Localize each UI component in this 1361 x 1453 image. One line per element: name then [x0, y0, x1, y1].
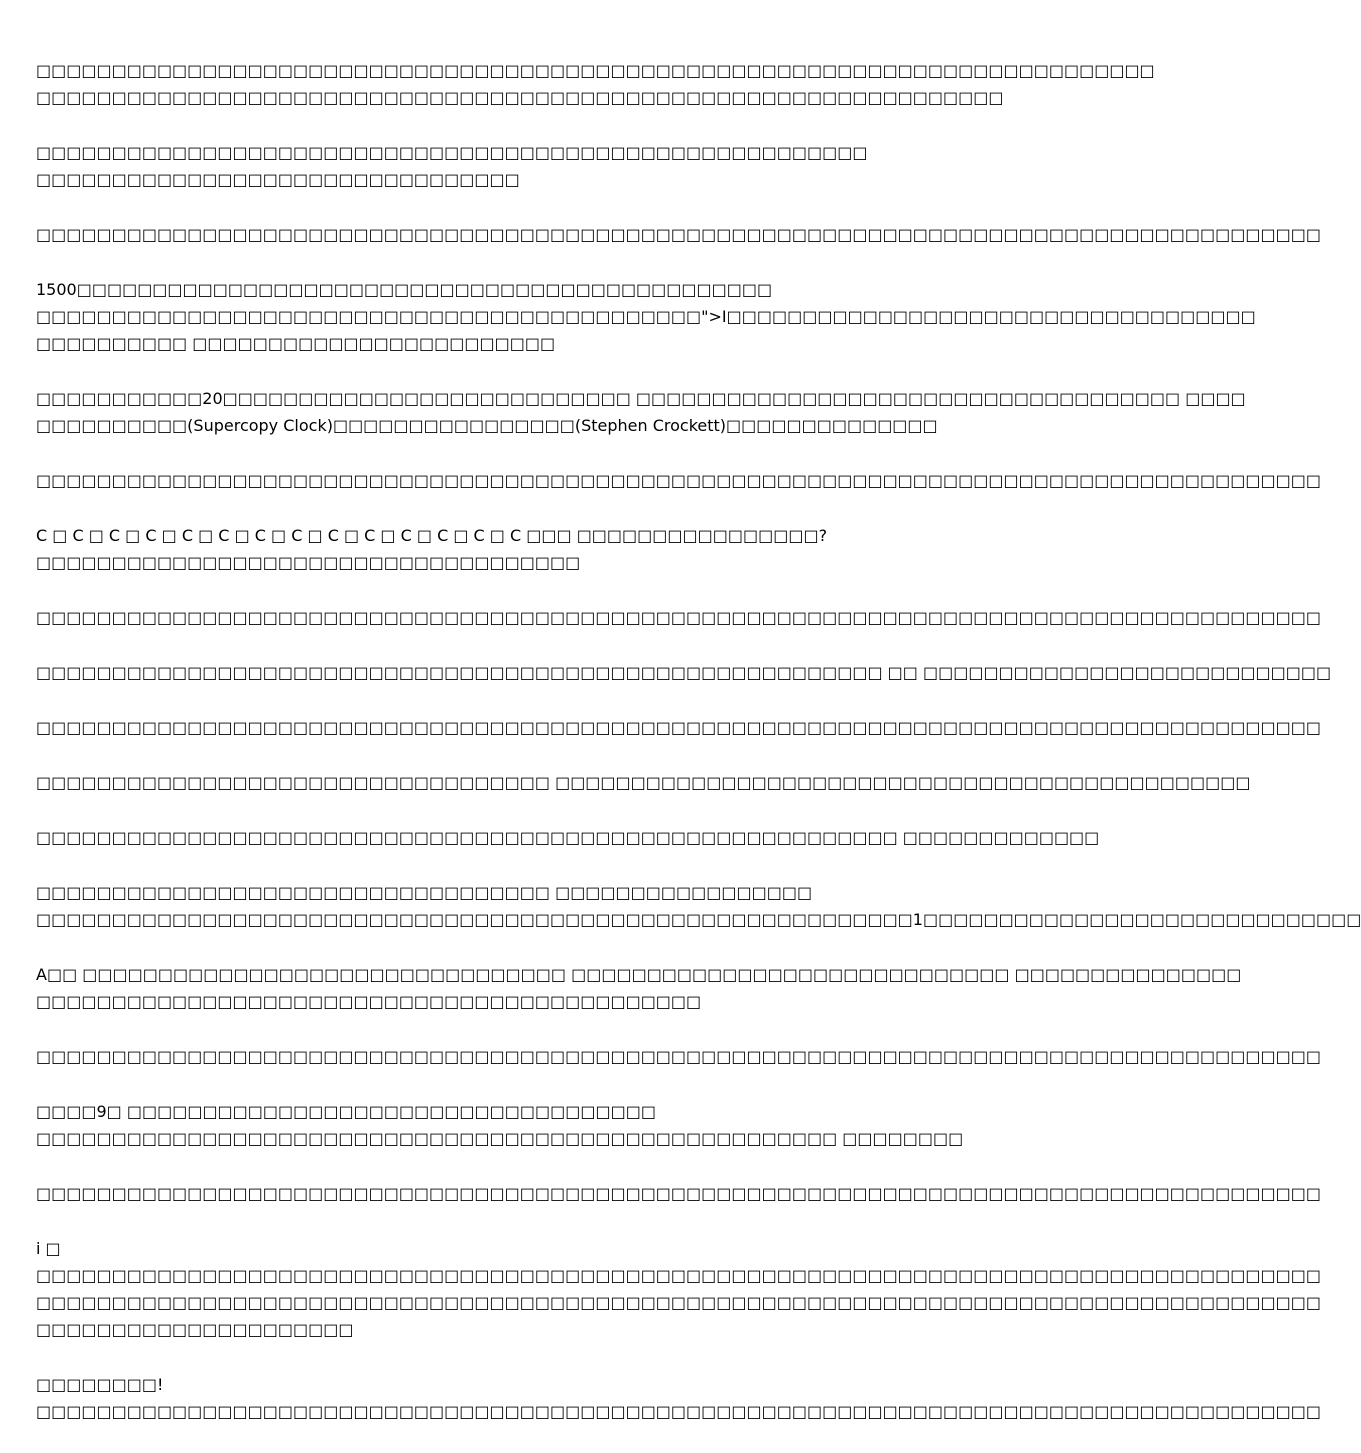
- text-line: □□□□□□□□□□□□□□□□□□□□□□□□□□□□□□□□□□□□□□□□□□□□□□□□□□□□□□□□□□□□□□□□□□□□□□□□□□: [36, 61, 1155, 80]
- paragraph: [36, 139, 990, 193]
- text-line: □□□□□□□□□□ □□□□□□□□□□□□□□□□□□□□□□□□: [36, 334, 556, 353]
- document-body: [36, 57, 1361, 1453]
- text-line: □□□□□□□□□□□□□□□□□□□□□□□□□□□□□□□□□□□□□□□□□□□□□□□□□□□□□□□□□□□□□□□□□□□□□□□□□□□□□□□□□□□□□: [36, 1266, 1321, 1285]
- paragraph: [36, 1043, 1321, 1070]
- text-line: □□□□9□ □□□□□□□□□□□□□□□□□□□□□□□□□□□□□□□□□□□: [36, 1102, 656, 1121]
- text-line: □□□□□□□□□□□□□□□□□□□□□□□□□□□□□□□□□□□□□□□□□□□□□□□□□□□□□□□: [36, 143, 868, 162]
- paragraph: [36, 1098, 990, 1152]
- text-line: □□□□□□□□□□□□□□□□□□□□□□□□□□□□□□□□□□□□: [36, 553, 581, 572]
- text-line: 1500□□□□□□□□□□□□□□□□□□□□□□□□□□□□□□□□□□□□□□□□□□□□□□: [36, 280, 773, 299]
- text-line: □□□□□□□□□□□□□□□□□□□□□□□□□□□□□□□□□□□□□□□□□□□□□□□□□□□□□□□□□□□□□□□□□□□□□□□□□□□□□□□□□□□□□: [36, 1402, 1321, 1421]
- text-line: □□□□□□□□□□□□□□□□□□□□□□□□□□□□□□□□□□□□□□□□□□□□">I□□□□□□□□□□□□□□□□□□□□□□□□□□□□□□□□□□□: [36, 307, 1256, 326]
- text-line: □□□□□□□□□□□□□□□□□□□□□□□□□□□□□□□□□□□□□□□□□□□□□□□□□□□□□□□□□□□□□□□□□□□□□□□□□□□□□□□□□□□□□: [36, 471, 1321, 490]
- text-line: C □ C □ C □ C □ C □ C □ C □ C □ C □ C □ C □ C □ C □ C □□□ □□□□□□□□□□□□□□□□?: [36, 526, 828, 545]
- paragraph: [36, 824, 1100, 851]
- text-line: □□□□□□□□□□□□□□□□□□□□□□□□□□□□□□□□□□□□□□□□□□□□□□□□□□□□□ □□□□□□□□: [36, 1129, 964, 1148]
- text-line: □□□□□□□□□□□□□□□□□□□□□□□□□□□□□□□□□□□□□□□□□□□□□□□□□□□□□□□□ □□ □□□□□□□□□□□□□□□□□□□□□□□□□□□: [36, 663, 1332, 682]
- text-line: i □: [36, 1239, 61, 1258]
- text-line: □□□□□□□□□□(Supercopy Clock)□□□□□□□□□□□□□□□□(Stephen Crockett)□□□□□□□□□□□□□□: [36, 416, 938, 435]
- text-line: □□□□□□□□□□□□□□□□□□□□□□□□□□□□□□□□□□□□□□□□□□□□□□□□□□□□□□□□□ □□□□□□□□□□□□□: [36, 828, 1100, 847]
- paragraph: [36, 385, 1246, 439]
- paragraph: [36, 961, 1242, 1015]
- paragraph: [36, 769, 1251, 796]
- text-line: □□□□□□□□□□□□□□□□□□□□□□□□□□□□□□□□□□□□□□□□□□□□□□□□□□□□□□□□□□□□□□□□□□□□□□□□□□□□□□□□□□□□□: [36, 718, 1321, 737]
- text-line: □□□□□□□□□□□20□□□□□□□□□□□□□□□□□□□□□□□□□□□ □□□□□□□□□□□□□□□□□□□□□□□□□□□□□□□□□□□□ □□□□: [36, 389, 1246, 408]
- paragraph: [36, 221, 1321, 248]
- paragraph: [36, 57, 1155, 111]
- text-line: □□□□□□□□□□□□□□□□□□□□□□□□□□□□□□□□□□□□□□□□□□□□□□□□□□□□□□□□□□□□□□□□□□□□□□□□□□□□□□□□□□□□□: [36, 225, 1321, 244]
- text-line: □□□□□□□□!: [36, 1375, 164, 1394]
- paragraph: [36, 879, 1361, 933]
- paragraph: [36, 1371, 1321, 1425]
- text-line: A□□ □□□□□□□□□□□□□□□□□□□□□□□□□□□□□□□□ □□□□□□□□□□□□□□□□□□□□□□□□□□□□□ □□□□□□□□□□□□□□□: [36, 965, 1242, 984]
- text-line: □□□□□□□□□□□□□□□□□□□□□□□□□□□□□□□□□□□□□□□□□□□□□□□□□□□□□□□□□□1□□□□□□□□□□□□□□□□□□□□□□□□□□□□□: [36, 910, 1361, 929]
- text-line: □□□□□□□□□□□□□□□□□□□□□□□□□□□□□□□□□□ □□□□□□□□□□□□□□□□□□□□□□□□□□□□□□□□□□□□□□□□□□□□□□: [36, 773, 1251, 792]
- text-line: □□□□□□□□□□□□□□□□□□□□□□□□□□□□□□□□□□□□□□□□□□□□□□□□□□□□□□□□□□□□□□□□: [36, 88, 1004, 107]
- paragraph: [36, 467, 1321, 494]
- text-line: □□□□□□□□□□□□□□□□□□□□□□□□□□□□□□□□□□□□□□□□□□□□□□□□□□□□□□□□□□□□□□□□□□□□□□□□□□□□□□□□□□□□□: [36, 1293, 1321, 1312]
- paragraph: [36, 604, 1321, 631]
- text-line: □□□□□□□□□□□□□□□□□□□□□: [36, 1320, 354, 1339]
- text-line: □□□□□□□□□□□□□□□□□□□□□□□□□□□□□□□□□□□□□□□□□□□□□□□□□□□□□□□□□□□□□□□□□□□□□□□□□□□□□□□□□□□□□: [36, 1184, 1321, 1203]
- paragraph: [36, 1180, 1321, 1207]
- paragraph: [36, 522, 990, 576]
- paragraph: [36, 276, 1256, 357]
- paragraph: [36, 1235, 1321, 1343]
- paragraph: [36, 659, 1332, 686]
- paragraph: [36, 714, 1321, 741]
- text-line: □□□□□□□□□□□□□□□□□□□□□□□□□□□□□□□□□□□□□□□□□□□□: [36, 992, 702, 1011]
- text-line: □□□□□□□□□□□□□□□□□□□□□□□□□□□□□□□□□□□□□□□□□□□□□□□□□□□□□□□□□□□□□□□□□□□□□□□□□□□□□□□□□□□□□: [36, 1047, 1321, 1066]
- text-line: □□□□□□□□□□□□□□□□□□□□□□□□□□□□□□□□□□□□□□□□□□□□□□□□□□□□□□□□□□□□□□□□□□□□□□□□□□□□□□□□□□□□□: [36, 608, 1321, 627]
- text-line: □□□□□□□□□□□□□□□□□□□□□□□□□□□□□□□□□□ □□□□□□□□□□□□□□□□□: [36, 883, 813, 902]
- text-line: □□□□□□□□□□□□□□□□□□□□□□□□□□□□□□□□: [36, 170, 520, 189]
